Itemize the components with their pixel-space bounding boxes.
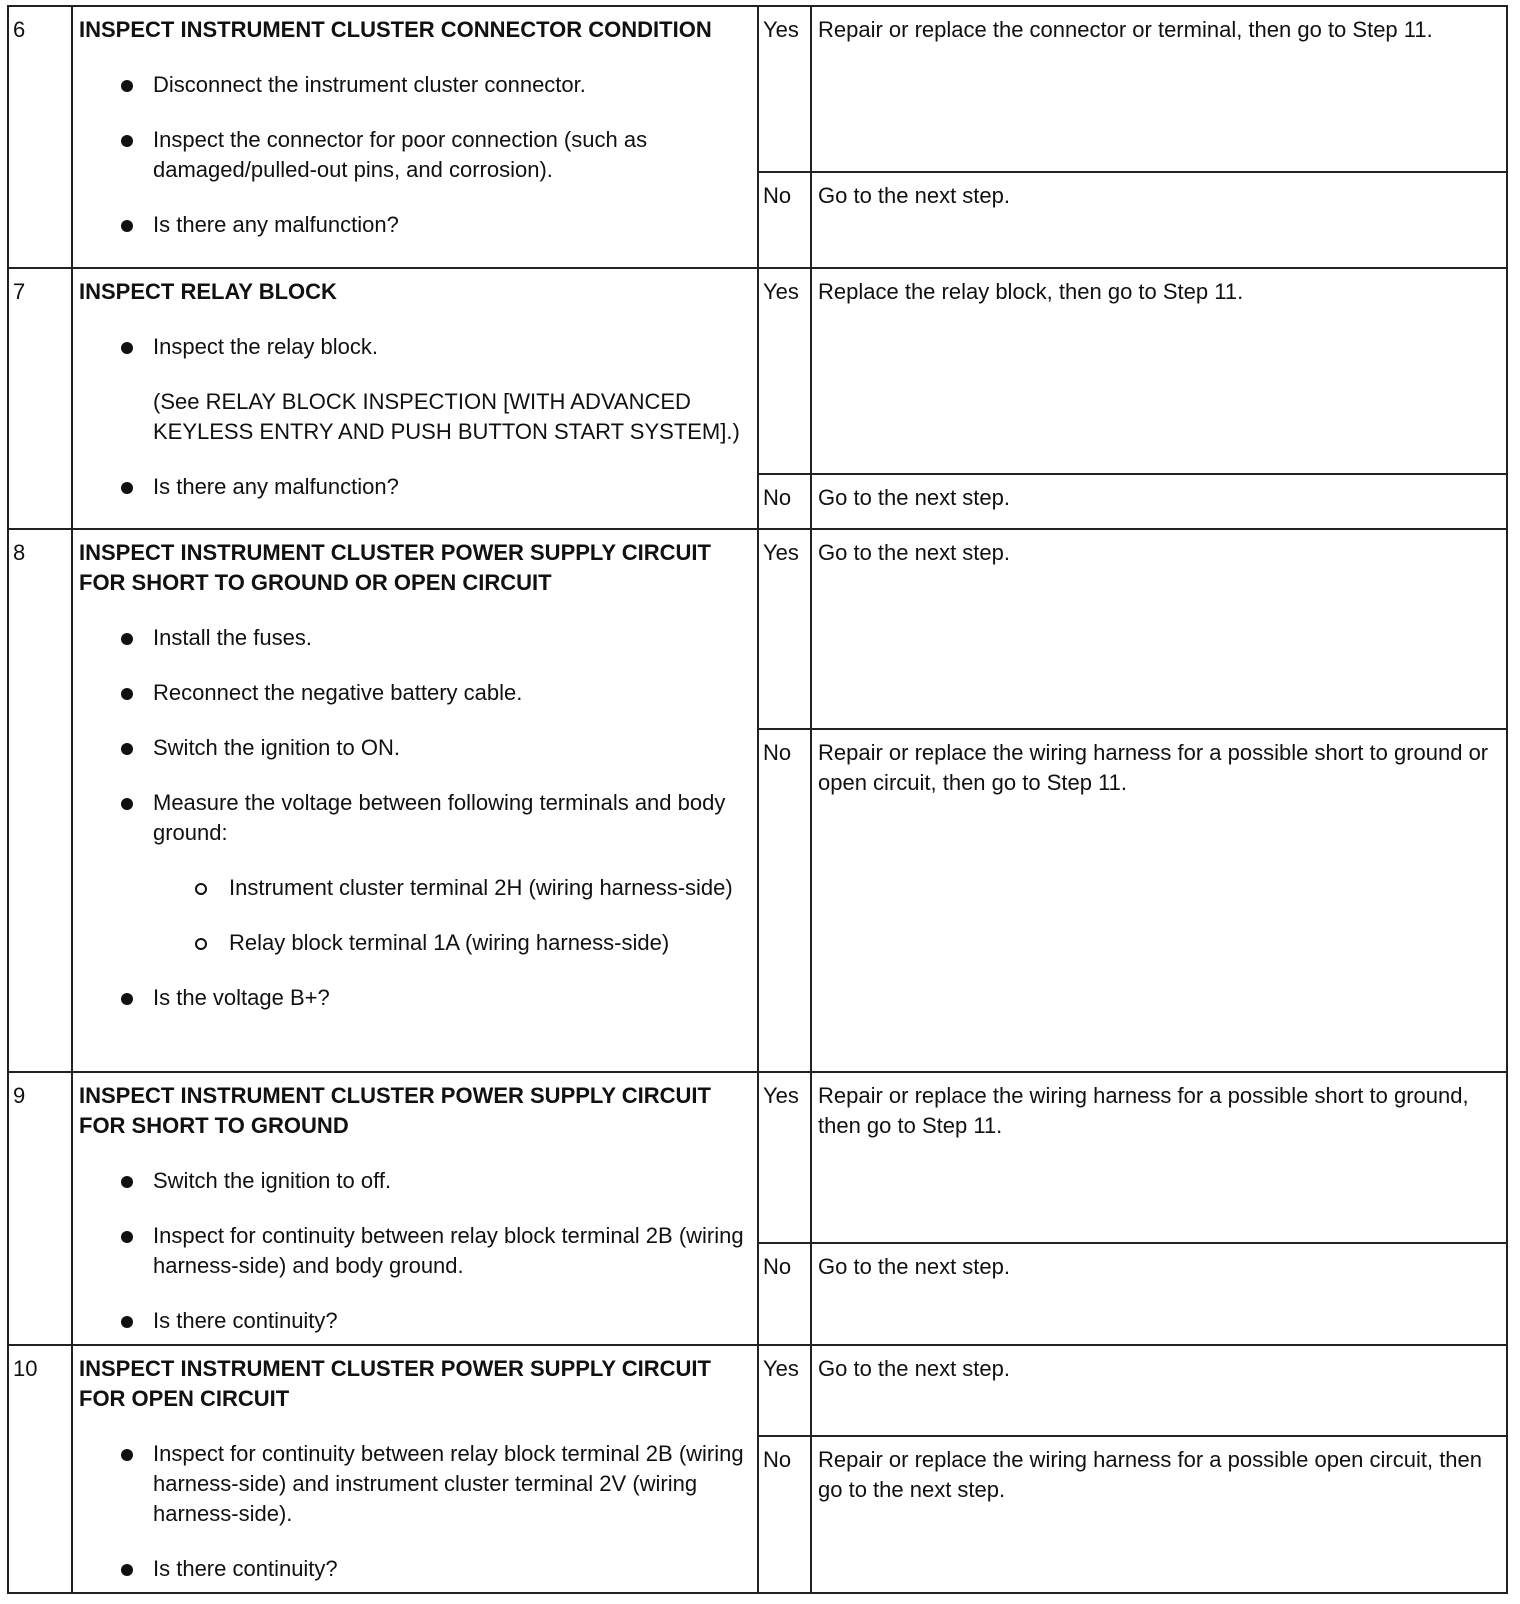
yes-label: Yes bbox=[758, 1345, 811, 1436]
no-label: No bbox=[758, 729, 811, 1072]
step-number: 7 bbox=[8, 268, 72, 529]
inspection-cell bbox=[72, 529, 758, 1072]
step-number: 10 bbox=[8, 1345, 72, 1593]
no-action: Go to the next step. bbox=[811, 474, 1507, 529]
list-item-text: Measure the voltage between following terminals and body ground: bbox=[153, 790, 726, 845]
yes-action: Repair or replace the connector or terminal, then go to Step 11. bbox=[811, 6, 1507, 172]
list-item: Switch the ignition to off. bbox=[79, 1166, 749, 1196]
yes-action: Go to the next step. bbox=[811, 529, 1507, 729]
yes-label: Yes bbox=[758, 1072, 811, 1243]
no-label: No bbox=[758, 1243, 811, 1345]
list-item: Inspect the relay block. bbox=[79, 332, 749, 362]
step-title: INSPECT INSTRUMENT CLUSTER POWER SUPPLY CIRCUIT FOR OPEN CIRCUIT bbox=[79, 1356, 711, 1411]
list-item: Switch the ignition to ON. bbox=[79, 733, 749, 763]
no-label: No bbox=[758, 172, 811, 268]
step-title: INSPECT INSTRUMENT CLUSTER POWER SUPPLY CIRCUIT FOR SHORT TO GROUND bbox=[79, 1083, 711, 1138]
list-item: Inspect for continuity between relay block terminal 2B (wiring harness-side) and body ground. bbox=[79, 1221, 749, 1281]
inspection-list bbox=[79, 623, 749, 1013]
yes-label: Yes bbox=[758, 6, 811, 172]
inspection-list bbox=[79, 1439, 749, 1584]
step-row bbox=[8, 1072, 1507, 1243]
inspection-cell bbox=[72, 1345, 758, 1593]
yes-action: Go to the next step. bbox=[811, 1345, 1507, 1436]
no-action: Go to the next step. bbox=[811, 1243, 1507, 1345]
step-number: 6 bbox=[8, 6, 72, 268]
list-item: Inspect the connector for poor connection (such as damaged/pulled-out pins, and corrosion). bbox=[79, 125, 749, 185]
list-item: Is there any malfunction? bbox=[79, 210, 749, 240]
sub-list-item: Instrument cluster terminal 2H (wiring harness-side) bbox=[153, 873, 749, 903]
inspection-cell bbox=[72, 268, 758, 529]
yes-action: Repair or replace the wiring harness for a possible short to ground, then go to Step 11. bbox=[811, 1072, 1507, 1243]
yes-action: Replace the relay block, then go to Step 11. bbox=[811, 268, 1507, 474]
diagnostic-table bbox=[7, 5, 1508, 1594]
no-action: Repair or replace the wiring harness for a possible short to ground or open circuit, then go to Step 11. bbox=[811, 729, 1507, 1072]
inspection-list bbox=[79, 332, 749, 362]
no-label: No bbox=[758, 474, 811, 529]
sub-list-item: Relay block terminal 1A (wiring harness-side) bbox=[153, 928, 749, 958]
step-number: 8 bbox=[8, 529, 72, 1072]
list-item: Install the fuses. bbox=[79, 623, 749, 653]
step-title: INSPECT INSTRUMENT CLUSTER POWER SUPPLY CIRCUIT FOR SHORT TO GROUND OR OPEN CIRCUIT bbox=[79, 540, 711, 595]
step-title: INSPECT RELAY BLOCK bbox=[79, 279, 337, 304]
inspection-cell bbox=[72, 1072, 758, 1345]
list-item: Inspect for continuity between relay block terminal 2B (wiring harness-side) and instrument cluster terminal 2V (wiring harness-side). bbox=[79, 1439, 749, 1529]
step-row bbox=[8, 6, 1507, 172]
list-item: Is there any malfunction? bbox=[79, 472, 749, 502]
inspection-list bbox=[79, 70, 749, 240]
step-row bbox=[8, 529, 1507, 729]
inspection-list bbox=[79, 472, 749, 502]
inspection-list bbox=[79, 1166, 749, 1336]
step-row bbox=[8, 1345, 1507, 1436]
yes-label: Yes bbox=[758, 529, 811, 729]
no-label: No bbox=[758, 1436, 811, 1593]
list-item bbox=[79, 788, 749, 958]
reference-note: (See RELAY BLOCK INSPECTION [WITH ADVANCED KEYLESS ENTRY AND PUSH BUTTON START SYSTEM].) bbox=[153, 389, 740, 444]
list-item: Is the voltage B+? bbox=[79, 983, 749, 1013]
step-row bbox=[8, 268, 1507, 474]
list-item: Is there continuity? bbox=[79, 1306, 749, 1336]
no-action: Go to the next step. bbox=[811, 172, 1507, 268]
no-action: Repair or replace the wiring harness for a possible open circuit, then go to the next step. bbox=[811, 1436, 1507, 1593]
list-item: Reconnect the negative battery cable. bbox=[79, 678, 749, 708]
step-title: INSPECT INSTRUMENT CLUSTER CONNECTOR CONDITION bbox=[79, 17, 712, 42]
step-number: 9 bbox=[8, 1072, 72, 1345]
list-item: Is there continuity? bbox=[79, 1554, 749, 1584]
terminal-list bbox=[153, 873, 749, 958]
yes-label: Yes bbox=[758, 268, 811, 474]
list-item: Disconnect the instrument cluster connector. bbox=[79, 70, 749, 100]
inspection-cell bbox=[72, 6, 758, 268]
